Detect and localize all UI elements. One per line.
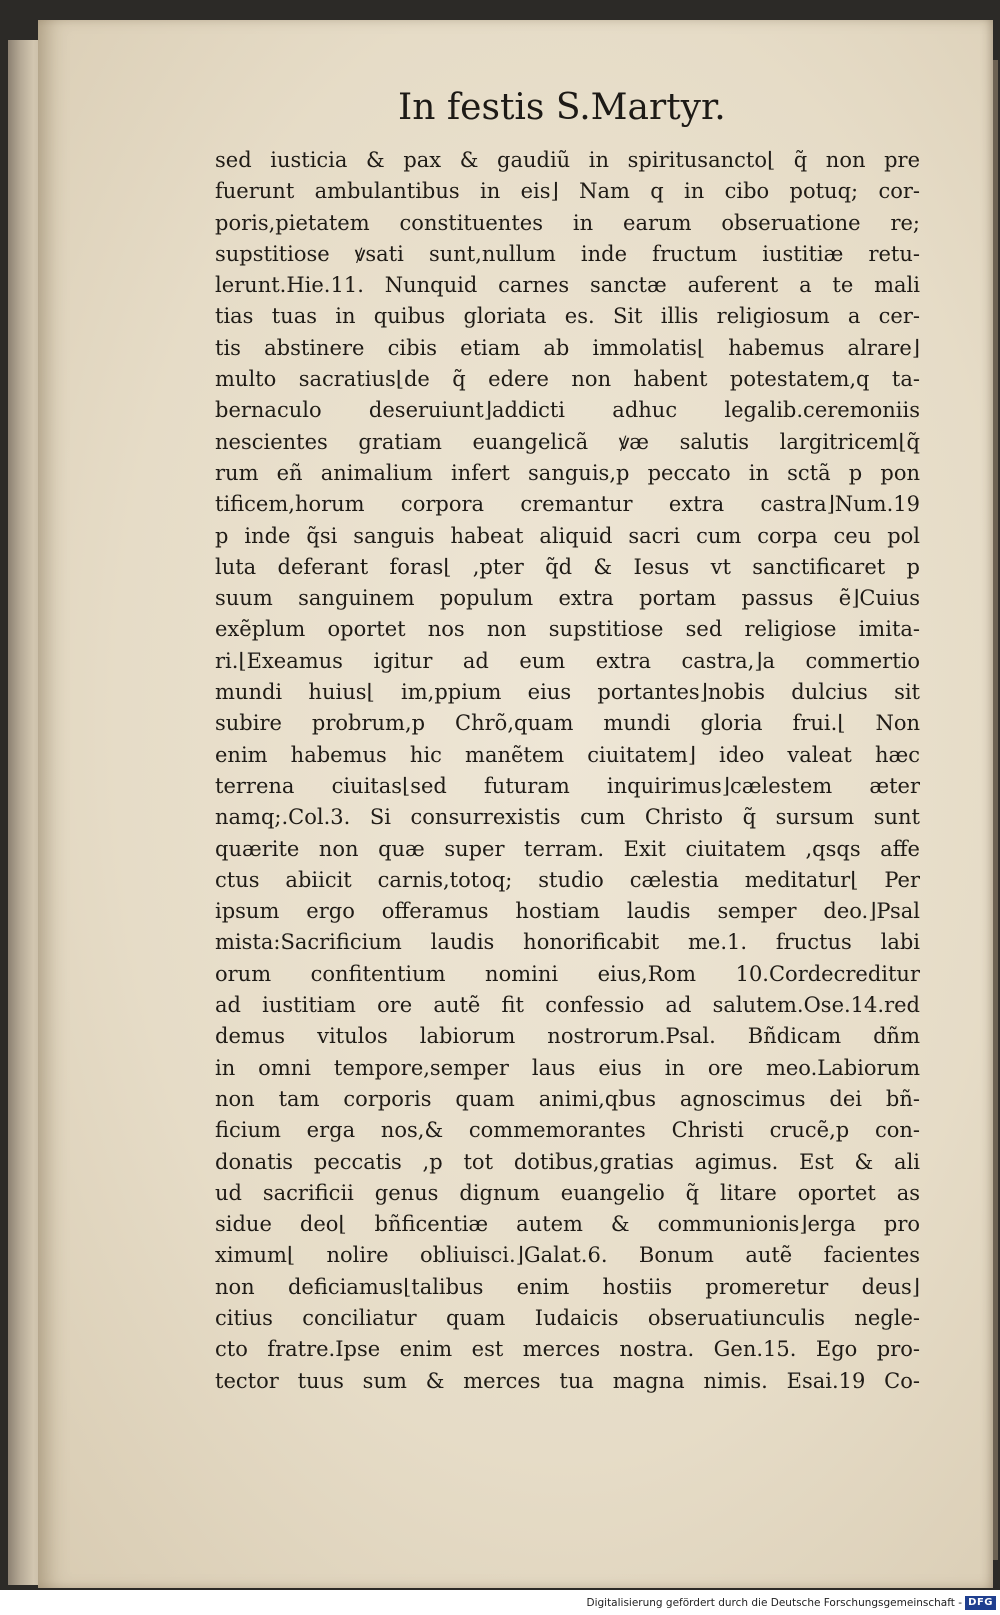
- text-line: nescientes gratiam euangelicã ꝟæ salutis largitricem⌊q̃: [215, 429, 920, 454]
- text-line: ctus abiicit carnis,totoq; studio cælestia meditatur⌊ Per: [215, 867, 920, 892]
- text-line: suum sanguinem populum extra portam passus ẽ⌋Cuius: [215, 586, 920, 611]
- text-line: ficium erga nos,& commemorantes Christi crucẽ,p con-: [215, 1118, 920, 1143]
- digitization-credit: Digitalisierung gefördert durch die Deutsche Forschungsgemeinschaft -: [586, 1597, 962, 1609]
- text-line: namq;.Col.3. Si consurrexistis cum Christo q̃ sursum sunt: [215, 805, 920, 830]
- text-line: sidue deo⌊ bñficentiæ autem & communionis⌋erga pro: [215, 1212, 920, 1237]
- text-line: terrena ciuitas⌊sed futuram inquirimus⌋cælestem æter: [215, 773, 920, 798]
- text-line: citius conciliatur quam Iudaicis obseruatiunculis negle-: [215, 1305, 920, 1330]
- text-line: ud sacrificii genus dignum euangelio q̃ litare oportet as: [215, 1180, 920, 1205]
- text-line: exẽplum oportet nos non supstitiose sed religiose imita-: [215, 617, 920, 642]
- text-line: supstitiose ꝟsati sunt,nullum inde fructum iustitiæ retu-: [215, 241, 920, 266]
- text-line: donatis peccatis ,p tot dotibus,gratias agimus. Est & ali: [215, 1149, 920, 1174]
- text-line: mista:Sacrificium laudis honorificabit me.1. fructus labi: [215, 930, 920, 955]
- text-line: orum confitentium nomini eius,Rom 10.Cordecreditur: [215, 961, 920, 986]
- text-line: poris,pietatem constituentes in earum obseruatione re;: [215, 210, 920, 235]
- text-line: luta deferant foras⌊ ,pter q̃d & Iesus vt sanctificaret p: [215, 554, 920, 579]
- text-line: quærite non quæ super terram. Exit ciuitatem ,qsqs affe: [215, 836, 920, 861]
- text-line: in omni tempore,semper laus eius in ore meo.Labiorum: [215, 1055, 920, 1080]
- text-line: mundi huius⌊ im,ppium eius portantes⌋nobis dulcius sit: [215, 680, 920, 705]
- text-line: cto fratre.Ipse enim est merces nostra. Gen.15. Ego pro-: [215, 1337, 920, 1362]
- text-line: enim habemus hic manẽtem ciuitatem⌋ ideo valeat hæc: [215, 742, 920, 767]
- running-head: In festis S.Martyr.: [398, 87, 726, 128]
- text-line: non deficiamus⌊talibus enim hostiis promeretur deus⌋: [215, 1274, 920, 1299]
- text-line: bernaculo deseruiunt⌋addicti adhuc legalib.ceremoniis: [215, 398, 920, 423]
- text-line: demus vitulos labiorum nostrorum.Psal. Bñdicam dñm: [215, 1024, 920, 1049]
- text-line: lerunt.Hie.11. Nunquid carnes sanctæ auferent a te mali: [215, 273, 920, 298]
- text-line: rum eñ animalium infert sanguis,p peccato in sctã p pon: [215, 460, 920, 485]
- body-text: [215, 145, 920, 1397]
- text-line: multo sacratius⌊de q̃ edere non habent potestatem,q ta-: [215, 367, 920, 392]
- text-line: non tam corporis quam animi,qbus agnoscimus dei bñ-: [215, 1086, 920, 1111]
- text-line: tis abstinere cibis etiam ab immolatis⌊ habemus alrare⌋: [215, 335, 920, 360]
- text-line: sed iusticia & pax & gaudiũ in spiritusancto⌊ q̃ non pre: [215, 148, 920, 172]
- text-line: p inde q̃si sanguis habeat aliquid sacri cum corpa ceu pol: [215, 523, 920, 548]
- text-line: tector tuus sum & merces tua magna nimis. Esai.19 Co-: [215, 1368, 920, 1393]
- text-line: subire probrum,p Chrõ,quam mundi gloria frui.⌊ Non: [215, 711, 920, 736]
- text-line: ad iustitiam ore autẽ fit confessio ad salutem.Ose.14.red: [215, 993, 920, 1018]
- text-line: tificem,horum corpora cremantur extra castra⌋Num.19: [215, 492, 920, 517]
- text-line: ximum⌊ nolire obliuisci.⌋Galat.6. Bonum autẽ facientes: [215, 1243, 920, 1268]
- dfg-logo: DFG: [965, 1596, 996, 1610]
- text-line: ipsum ergo offeramus hostiam laudis semper deo.⌋Psal: [215, 899, 920, 924]
- text-line: tias tuas in quibus gloriata es. Sit illis religiosum a cer-: [215, 304, 920, 329]
- text-line: fuerunt ambulantibus in eis⌋ Nam q in cibo potuq; cor-: [215, 179, 920, 204]
- text-line: ri.⌊Exeamus igitur ad eum extra castra,⌋a commertio: [215, 648, 920, 673]
